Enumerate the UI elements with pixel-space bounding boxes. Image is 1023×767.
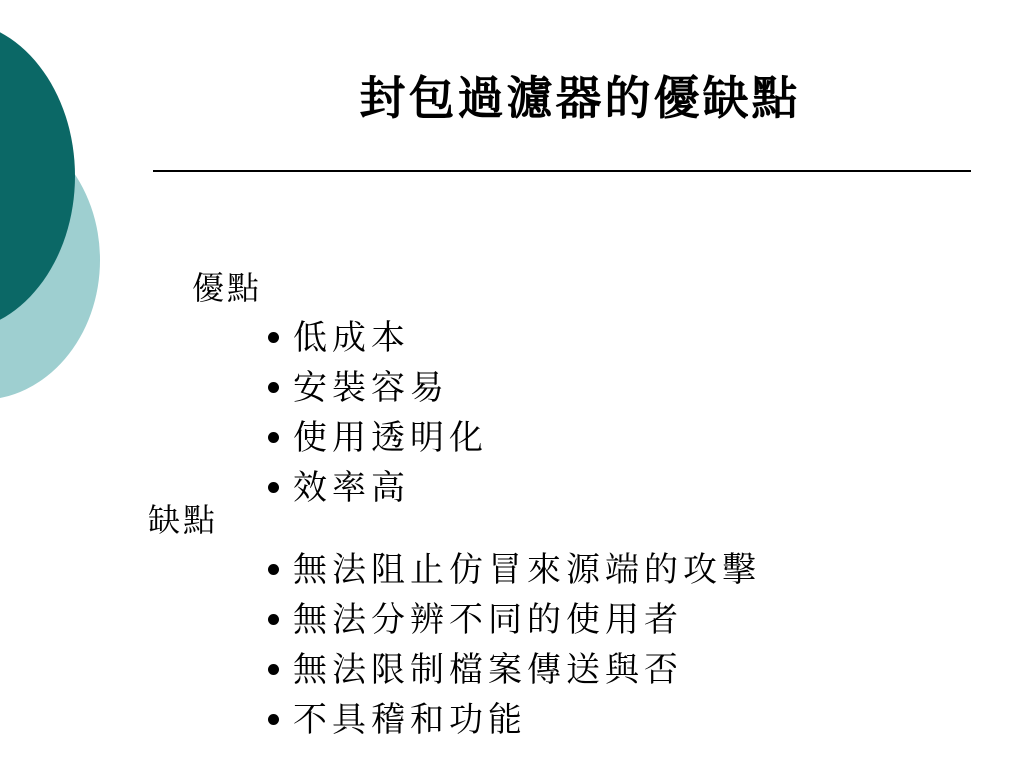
- bullet-icon: [268, 332, 279, 343]
- cons-heading: 缺點: [148, 501, 219, 539]
- list-item-text: 低成本: [293, 318, 410, 358]
- list-item: [265, 316, 488, 366]
- list-item-text: 無法分辨不同的使用者: [293, 600, 683, 640]
- bullet-icon: [268, 482, 279, 493]
- bullet-icon: [268, 382, 279, 393]
- list-item: [265, 648, 761, 698]
- list-item-text: 使用透明化: [293, 418, 488, 458]
- bullet-icon: [268, 664, 279, 675]
- pros-heading: 優點: [192, 269, 263, 307]
- list-item-text: 效率高: [293, 468, 410, 508]
- bullet-icon: [268, 714, 279, 725]
- list-item-text: 無法阻止仿冒來源端的攻擊: [293, 550, 761, 590]
- list-item-text: 安裝容易: [293, 368, 449, 408]
- list-item: [265, 548, 761, 598]
- list-item: [265, 366, 488, 416]
- list-item: [265, 698, 761, 748]
- list-item-text: 不具稽和功能: [293, 700, 527, 740]
- list-item: [265, 416, 488, 466]
- bullet-icon: [268, 432, 279, 443]
- list-item: [265, 466, 488, 516]
- bullet-icon: [268, 564, 279, 575]
- cons-list: [265, 548, 761, 748]
- pros-list: [265, 316, 488, 516]
- slide-title: 封包過濾器的優缺點: [359, 71, 801, 125]
- title-divider: [153, 170, 971, 172]
- bullet-icon: [268, 614, 279, 625]
- list-item: [265, 598, 761, 648]
- list-item-text: 無法限制檔案傳送與否: [293, 650, 683, 690]
